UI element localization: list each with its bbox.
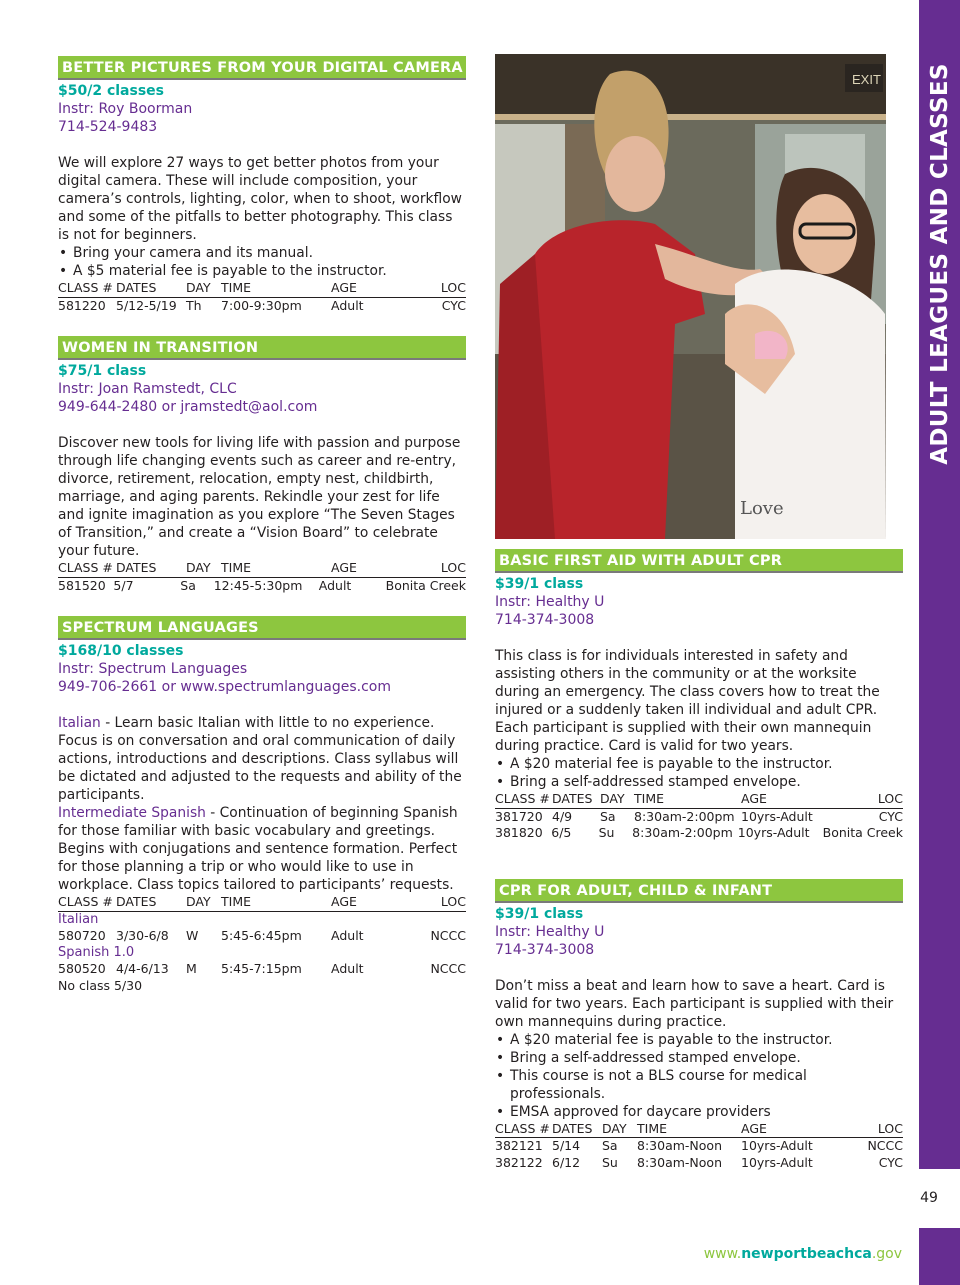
contact-info: 949-644-2480 or jramstedt@aol.com	[58, 399, 318, 415]
table-row: 382121 5/14 Sa 8:30am-Noon 10yrs-Adult NCCC	[495, 1138, 903, 1153]
table-header: CLASS # DATES DAY TIME AGE LOC	[495, 791, 903, 809]
bullet-list	[495, 1031, 903, 1121]
class-photo	[495, 54, 886, 539]
footer-url[interactable]: www.newportbeachca.gov	[703, 1246, 902, 1262]
class-description: This class is for individuals interested in safety and assisting others in the community or at the worksite during an emergency. The class covers how to treat the injured or a suddenly taken ill individual and adult CPR. Each participant is supplied with their own mannequin during practice. Card is valid for two years.	[495, 648, 880, 754]
shirt-text: Love	[740, 498, 784, 519]
contact-info: 714-374-3008	[495, 612, 595, 628]
instructor: Instr: Healthy U	[495, 923, 605, 940]
class-price: $39/1 class	[495, 576, 584, 592]
bullet-item: • A $20 material fee is payable to the instructor.	[495, 755, 903, 773]
bullet-list	[58, 244, 466, 280]
section-cpr	[495, 879, 903, 1172]
sidebar-label: ADULT LEAGUES AND CLASSES	[926, 63, 953, 465]
schedule-table	[495, 1121, 903, 1172]
bullet-item: • A $5 material fee is payable to the instructor.	[58, 262, 466, 280]
schedule-table	[58, 280, 466, 314]
class-description: We will explore 27 ways to get better photos from your digital camera. These will include composition, your camera’s controls, lighting, color, when to shoot, workflow and some of the pitfalls to better photography. This class is not for beginners.	[58, 155, 462, 243]
left-column	[58, 56, 466, 994]
bullet-list	[495, 755, 903, 791]
class-price: $39/1 class	[495, 905, 584, 922]
bullet-item: • EMSA approved for daycare providers	[495, 1103, 903, 1121]
schedule-table	[495, 791, 903, 842]
italian-label: Italian	[58, 715, 101, 731]
table-header: CLASS # DATES DAY TIME AGE LOC	[58, 280, 466, 298]
bullet-item: • Bring your camera and its manual.	[58, 244, 466, 262]
schedule-table	[58, 560, 466, 594]
schedule-note: No class 5/30	[58, 977, 143, 993]
class-price: $168/10 classes	[58, 643, 184, 659]
instructor: Instr: Spectrum Languages	[58, 661, 248, 677]
section-title: SPECTRUM LANGUAGES	[58, 616, 466, 640]
sidebar-footer-block	[919, 1228, 960, 1285]
table-row: 381820 6/5 Su 8:30am-2:00pm 10yrs-Adult Bonita Creek	[495, 825, 903, 840]
section-spectrum-languages	[58, 616, 466, 994]
class-description: Don’t miss a beat and learn how to save a heart. Card is valid for two years. Each participant is supplied with their own mannequins during practice.	[495, 977, 894, 1030]
table-row: 581520 5/7 Sa 12:45-5:30pm Adult Bonita Creek	[58, 577, 466, 593]
class-price: $50/2 classes	[58, 83, 164, 99]
right-column	[495, 549, 903, 1171]
subgroup-label: Italian	[58, 911, 99, 927]
section-digital-camera	[58, 56, 466, 314]
sidebar-label-wrap	[919, 0, 960, 475]
section-first-aid	[495, 549, 903, 842]
class-description: Italian - Learn basic Italian with little to no experience. Focus is on conversation and oral communication of daily actions, introductions and descriptions. Class syllabus will be dictated and adjusted to the requests and ability of the participants. Intermediate Spanish - Continuation of beginning Spanish for those familiar with basic vocabulary and greetings. Begins with conjugations and sentence formation. Perfect for those planning a trip or who would like to use in workplace. Class topics tailored to participants’ requests.	[58, 715, 462, 893]
class-description: Discover new tools for living life with passion and purpose through life changing events such as career and re-entry, divorce, retirement, relocation, empty nest, childbirth, marriage, and aging parents. Rekindle your zest for life and ignite imagination as you explore “The Seven Stages of Transition,” and create a “Vision Board” to celebrate your future.	[58, 435, 461, 559]
table-row: 381720 4/9 Sa 8:30am-2:00pm 10yrs-Adult CYC	[495, 808, 903, 824]
subgroup-label: Spanish 1.0	[58, 944, 135, 960]
table-header: CLASS # DATES DAY TIME AGE LOC	[495, 1121, 903, 1139]
section-title: CPR FOR ADULT, CHILD & INFANT	[495, 879, 903, 903]
bullet-item: • Bring a self-addressed stamped envelope.	[495, 773, 903, 791]
class-price: $75/1 class	[58, 363, 147, 379]
table-row: 581220 5/12-5/19 Th 7:00-9:30pm Adult CYC	[58, 297, 466, 313]
section-title: WOMEN IN TRANSITION	[58, 336, 466, 360]
section-women-in-transition	[58, 336, 466, 594]
bullet-item: • This course is not a BLS course for medical professionals.	[495, 1067, 903, 1103]
schedule-table	[58, 894, 466, 994]
bullet-item: • Bring a self-addressed stamped envelope.	[495, 1049, 903, 1067]
contact-info: 949-706-2661 or www.spectrumlanguages.com	[58, 679, 391, 695]
contact-info: 714-524-9483	[58, 119, 158, 135]
section-title: BETTER PICTURES FROM YOUR DIGITAL CAMERA	[58, 56, 466, 80]
bullet-item: • A $20 material fee is payable to the instructor.	[495, 1031, 903, 1049]
table-header: CLASS # DATES DAY TIME AGE LOC	[58, 560, 466, 578]
spanish-label: Intermediate Spanish	[58, 805, 206, 821]
section-title: BASIC FIRST AID WITH ADULT CPR	[495, 549, 903, 573]
table-row: 580520 4/4-6/13 M 5:45-7:15pm Adult NCCC	[58, 961, 466, 976]
table-row: 580720 3/30-6/8 W 5:45-6:45pm Adult NCCC	[58, 928, 466, 943]
table-row: 382122 6/12 Su 8:30am-Noon 10yrs-Adult CYC	[495, 1154, 903, 1170]
page-number: 49	[920, 1190, 938, 1206]
table-header: CLASS # DATES DAY TIME AGE LOC	[58, 894, 466, 912]
instructor: Instr: Roy Boorman	[58, 101, 193, 117]
instructor: Instr: Healthy U	[495, 594, 605, 610]
exit-sign: EXIT	[852, 72, 881, 87]
instructor: Instr: Joan Ramstedt, CLC	[58, 381, 237, 397]
contact-info: 714-374-3008	[495, 941, 595, 958]
